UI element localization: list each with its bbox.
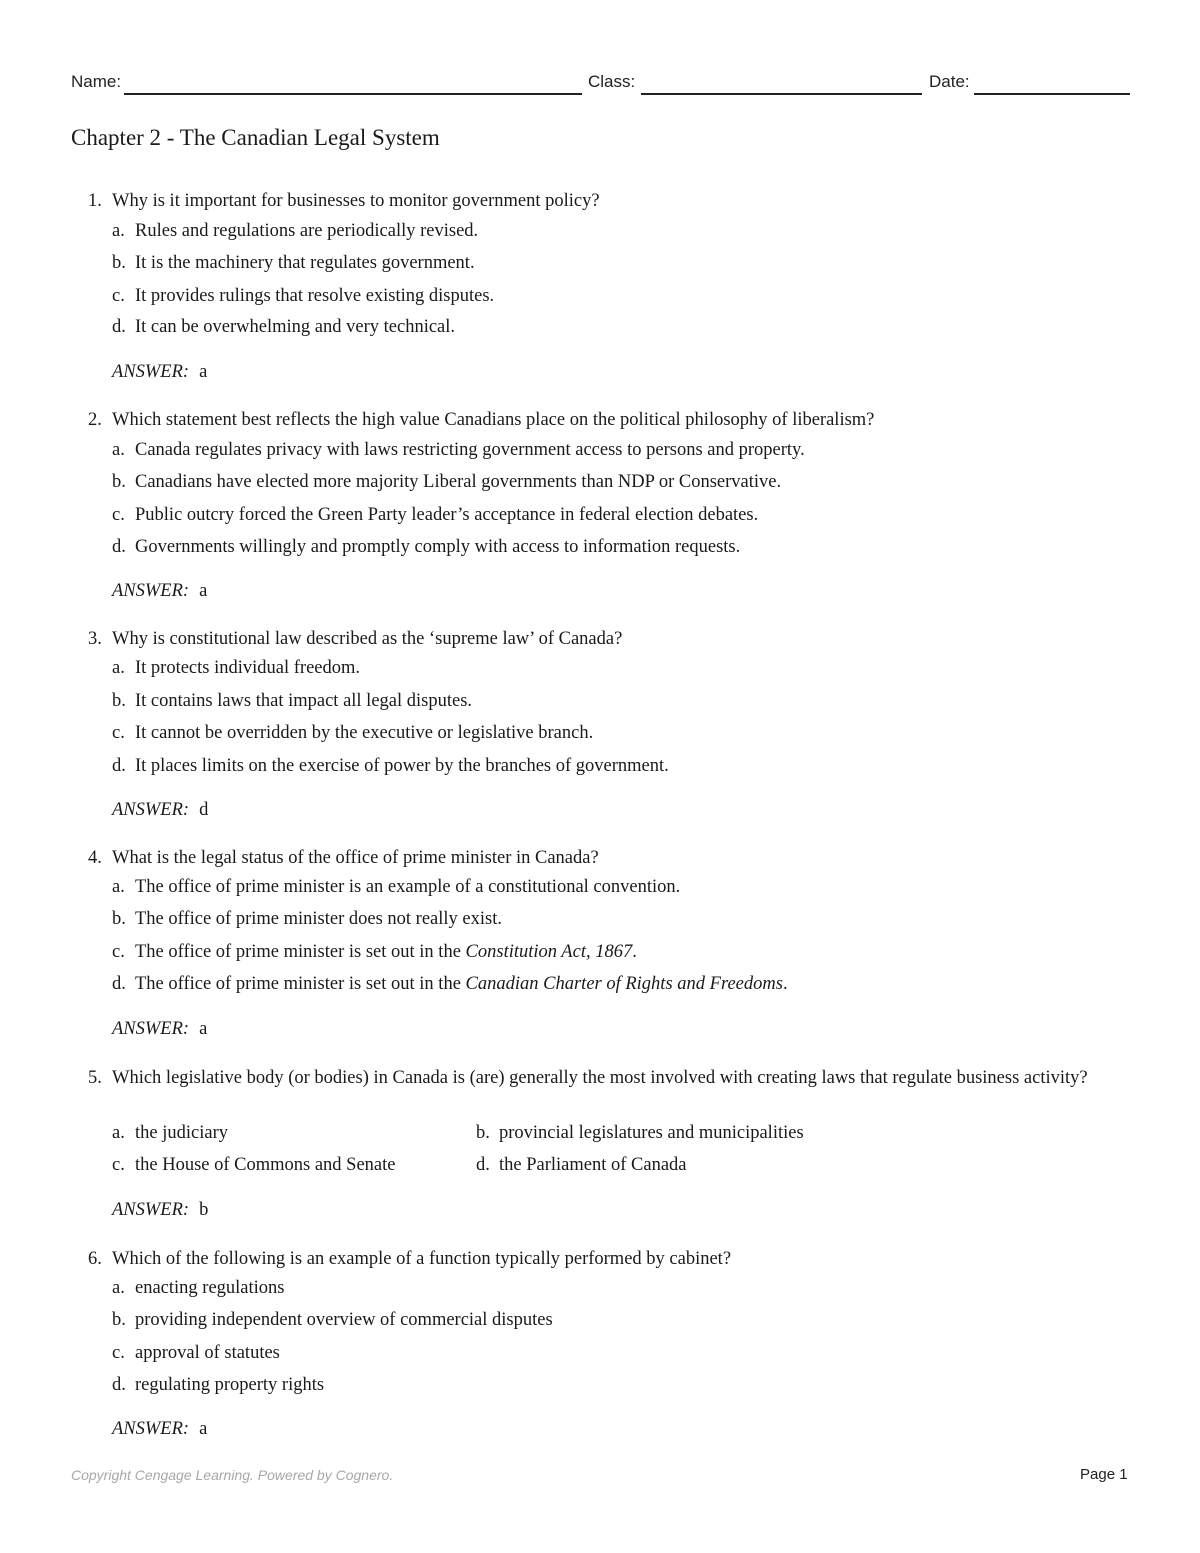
option-5d: d. the Parliament of Canada xyxy=(476,1155,687,1175)
answer-1: ANSWER: a xyxy=(112,362,208,382)
option-4a: a. The office of prime minister is an example of a constitutional convention. xyxy=(112,877,681,897)
option-1b: b. It is the machinery that regulates government. xyxy=(112,253,475,273)
question-2: 2. Which statement best reflects the high value Canadians place on the political philosophy of liberalism? xyxy=(88,410,875,430)
option-1a: a. Rules and regulations are periodically revised. xyxy=(112,221,479,241)
answer-2: ANSWER: a xyxy=(112,581,208,601)
name-label: Name: xyxy=(71,72,122,91)
page-number: Page 1 xyxy=(1080,1466,1128,1483)
student-info-header xyxy=(71,72,1130,98)
option-6d: d. regulating property rights xyxy=(112,1375,325,1395)
option-3b: b. It contains laws that impact all legal disputes. xyxy=(112,691,473,711)
page-title: Chapter 2 - The Canadian Legal System xyxy=(71,125,440,150)
name-line xyxy=(124,93,582,95)
copyright-footer: Copyright Cengage Learning. Powered by Cognero. xyxy=(71,1467,394,1483)
option-3d: d. It places limits on the exercise of power by the branches of government. xyxy=(112,756,669,776)
option-6c: c. approval of statutes xyxy=(112,1343,280,1363)
option-5b: b. provincial legislatures and municipalities xyxy=(476,1123,804,1143)
option-2b: b. Canadians have elected more majority Liberal governments than NDP or Conservative. xyxy=(112,472,782,492)
option-2c: c. Public outcry forced the Green Party leader’s acceptance in federal election debates. xyxy=(112,505,759,525)
question-stem: Why is it important for businesses to monitor government policy? xyxy=(112,191,600,211)
question-4: 4. What is the legal status of the office of prime minister in Canada? xyxy=(88,848,599,868)
option-3c: c. It cannot be overridden by the executive or legislative branch. xyxy=(112,723,594,743)
option-3a: a. It protects individual freedom. xyxy=(112,658,361,678)
option-4c: c. The office of prime minister is set out in the Constitution Act, 1867. xyxy=(112,942,637,962)
class-label: Class: xyxy=(588,72,636,91)
answer-4: ANSWER: a xyxy=(112,1019,208,1039)
option-2d: d. Governments willingly and promptly comply with access to information requests. xyxy=(112,537,741,557)
option-5c: c. the House of Commons and Senate xyxy=(112,1155,396,1175)
name-field xyxy=(71,72,121,92)
answer-5: ANSWER: b xyxy=(112,1200,209,1220)
date-label: Date: xyxy=(929,72,970,91)
question-3: 3. Why is constitutional law described as the ‘supreme law’ of Canada? xyxy=(88,629,623,649)
option-6b: b. providing independent overview of commercial disputes xyxy=(112,1310,553,1330)
option-1c: c. It provides rulings that resolve existing disputes. xyxy=(112,286,495,306)
option-1d: d. It can be overwhelming and very technical. xyxy=(112,317,456,337)
class-field xyxy=(588,72,635,92)
question-number: 1. xyxy=(88,191,102,211)
class-line xyxy=(641,93,922,95)
question-1 xyxy=(88,189,1098,214)
option-2a: a. Canada regulates privacy with laws restricting government access to persons and property. xyxy=(112,440,805,460)
answer-3: ANSWER: d xyxy=(112,800,209,820)
option-4d: d. The office of prime minister is set out in the Canadian Charter of Rights and Freedoms. xyxy=(112,974,788,994)
question-6: 6. Which of the following is an example of a function typically performed by cabinet? xyxy=(88,1249,732,1269)
option-6a: a. enacting regulations xyxy=(112,1278,285,1298)
answer-6: ANSWER: a xyxy=(112,1419,208,1439)
option-5a: a. the judiciary xyxy=(112,1123,228,1143)
option-4b: b. The office of prime minister does not really exist. xyxy=(112,909,502,929)
date-field xyxy=(929,72,970,92)
date-line xyxy=(974,93,1130,95)
question-5: 5. Which legislative body (or bodies) in Canada is (are) generally the most involved with creating laws that regulate business activity? xyxy=(88,1068,1088,1088)
